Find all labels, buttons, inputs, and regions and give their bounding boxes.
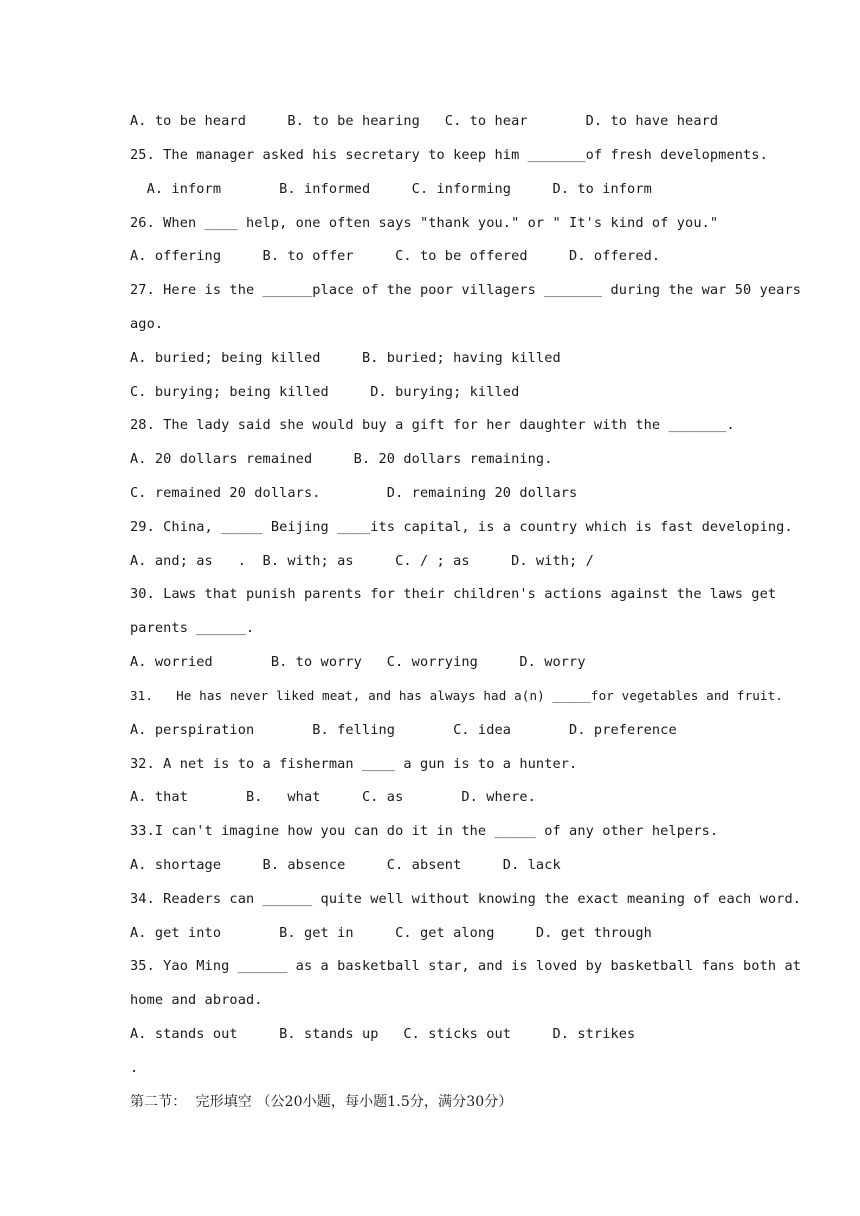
- text-line: A. shortage B. absence C. absent D. lack: [130, 857, 561, 873]
- text-line: 32. A net is to a fisherman ____ a gun is to a hunter.: [130, 756, 578, 772]
- text-line: A. worried B. to worry C. worrying D. worry: [130, 654, 586, 670]
- text-line: 25. The manager asked his secretary to keep him _______of fresh developments.: [130, 147, 768, 163]
- text-line: 34. Readers can ______ quite well without knowing the exact meaning of each word.: [130, 891, 802, 907]
- text-line: 26. When ____ help, one often says "thank you." or " It's kind of you.": [130, 215, 719, 231]
- text-line: 30. Laws that punish parents for their children's actions against the laws get: [130, 586, 777, 602]
- text-line: 35. Yao Ming ______ as a basketball star, and is loved by basketball fans both at: [130, 958, 802, 974]
- text-line: parents ______.: [130, 620, 255, 636]
- text-line: 28. The lady said she would buy a gift for her daughter with the _______.: [130, 417, 735, 433]
- text-line: 27. Here is the ______place of the poor villagers _______ during the war 50 years: [130, 282, 802, 298]
- text-line: A. get into B. get in C. get along D. get through: [130, 925, 652, 941]
- text-line: 33.I can't imagine how you can do it in the _____ of any other helpers.: [130, 823, 719, 839]
- text-line: A. offering B. to offer C. to be offered D. offered.: [130, 248, 661, 264]
- text-line: A. buried; being killed B. buried; having killed: [130, 350, 561, 366]
- text-line: ago.: [130, 316, 164, 332]
- text-line: .: [130, 1060, 139, 1076]
- section-title: 第二节： 完形填空 （公20小题，每小题1.5分，满分30分）: [130, 1094, 513, 1110]
- text-line: C. remained 20 dollars. D. remaining 20 dollars: [130, 485, 578, 501]
- text-line: 31. He has never liked meat, and has always had a(n) _____for vegetables and fruit.: [130, 688, 783, 703]
- text-line: A. 20 dollars remained B. 20 dollars remaining.: [130, 451, 553, 467]
- text-line: A. that B. what C. as D. where.: [130, 789, 536, 805]
- text-line: home and abroad.: [130, 992, 263, 1008]
- text-line: A. inform B. informed C. informing D. to inform: [130, 181, 652, 197]
- text-line: C. burying; being killed D. burying; killed: [130, 384, 520, 400]
- text-line: A. stands out B. stands up C. sticks out D. strikes: [130, 1026, 636, 1042]
- text-line: 29. China, _____ Beijing ____its capital, is a country which is fast developing.: [130, 519, 793, 535]
- text-line: A. perspiration B. felling C. idea D. preference: [130, 722, 677, 738]
- text-line: A. and; as . B. with; as C. / ; as D. with; /: [130, 553, 594, 569]
- text-line: A. to be heard B. to be hearing C. to hear D. to have heard: [130, 113, 719, 129]
